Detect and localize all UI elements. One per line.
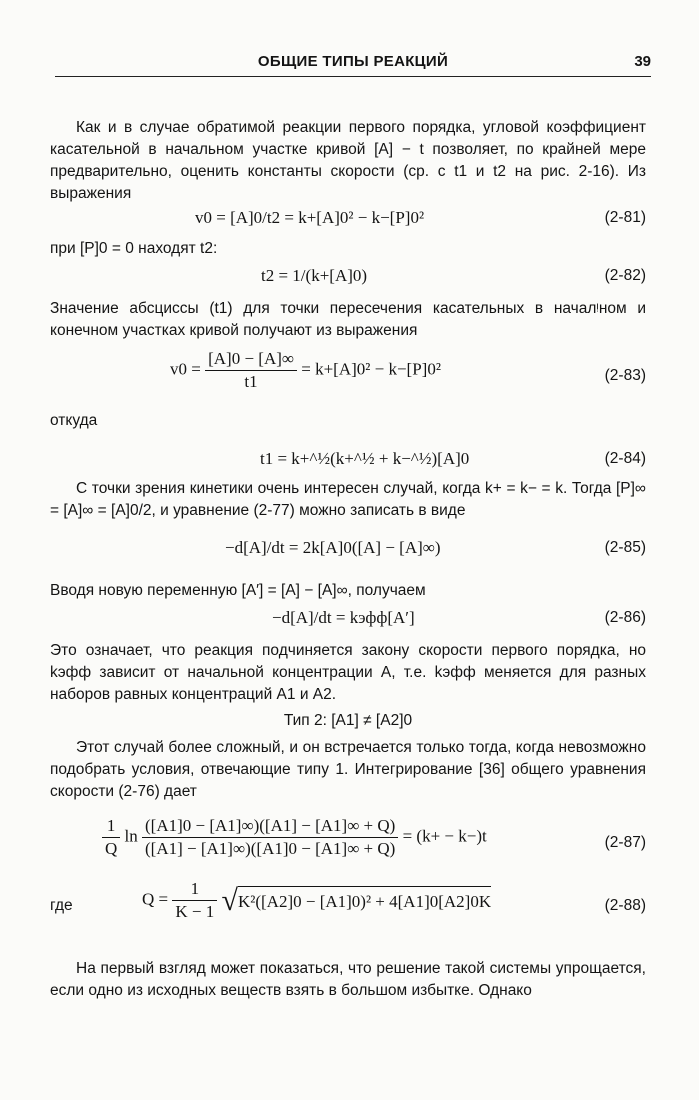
- equation-formula: t1 = k+^½(k+^½ + k−^½)[A]0: [260, 449, 470, 468]
- equation-number: (2-88): [604, 897, 646, 914]
- equation-number: (2-82): [604, 267, 646, 284]
- rhs: = k+[A]0² − k−[P]0²: [301, 359, 441, 379]
- paragraph-4: откуда: [50, 412, 98, 429]
- radical-sign: √: [221, 883, 238, 917]
- paragraph-10: На первый взгляд может показаться, что решение такой системы упрощается, если одно из исходных веществ взять в большом избытке. Однако: [50, 960, 646, 999]
- paragraph-8: Этот случай более сложный, и он встречается только тогда, когда невозможно подобрать условия, отвечающие типу 1. Интегрирование [36] общего уравнения скорости (2-76) дает: [50, 739, 646, 800]
- equation-2-85: [50, 535, 646, 561]
- running-title: ОБЩИЕ ТИПЫ РЕАКЦИЙ: [257, 53, 449, 70]
- square-root: [221, 883, 492, 917]
- fraction-denominator: K − 1: [175, 902, 215, 921]
- equation-formula: −d[A]/dt = 2k[A]0([A] − [A]∞): [225, 538, 441, 557]
- paragraph-6: Вводя новую переменную [A′] = [A] − [A]∞, получаем: [50, 582, 426, 599]
- prefactor-fraction: [102, 815, 120, 860]
- equation-number: (2-83): [604, 367, 646, 384]
- page-number: 39: [634, 53, 651, 70]
- equation-number: (2-81): [604, 209, 646, 226]
- equation-2-83: [50, 348, 646, 404]
- fraction-denominator: t1: [244, 372, 258, 391]
- radicand: K²([A2]0 − [A1]0)² + 4[A1]0[A2]0K: [238, 886, 491, 915]
- equation-formula: v0 = [A]0/t2 = k+[A]0² − k−[P]0²: [195, 208, 425, 227]
- fraction-denominator: Q: [105, 839, 118, 858]
- paragraph-7: Это означает, что реакция подчиняется закону скорости первого порядка, но kэфф зависит от начальной концентрации A, т.е. kэфф меняется для разных наборов равных концентраций A1 и A2.: [50, 642, 646, 703]
- fraction-numerator: [A]0 − [A]∞: [205, 348, 297, 371]
- equation-2-87: [50, 815, 646, 871]
- equation-2-81: [50, 205, 646, 231]
- paragraph-5: С точки зрения кинетики очень интересен случай, когда k+ = k− = k. Тогда [P]∞ = [A]∞ = [A]0/2, и уравнение (2-77) можно записать в виде: [50, 480, 646, 519]
- paragraph-2: при [P]0 = 0 находят t2:: [50, 240, 218, 257]
- fraction: [142, 815, 398, 860]
- equation-number: (2-84): [604, 450, 646, 467]
- equation-formula: t2 = 1/(k+[A]0): [261, 266, 368, 285]
- fraction-numerator: ([A1]0 − [A1]∞)([A1] − [A1]∞ + Q): [142, 815, 398, 838]
- equation-formula: [170, 348, 441, 393]
- equation-number: (2-87): [604, 834, 646, 851]
- equation-formula: [142, 878, 491, 923]
- type-2-heading: Тип 2: [A1] ≠ [A2]0: [283, 712, 413, 729]
- lhs: v0 =: [170, 359, 201, 379]
- fraction: [172, 878, 217, 923]
- fraction: [205, 348, 297, 393]
- fraction-denominator: ([A1] − [A1]∞)([A1]0 − [A1]∞ + Q): [145, 839, 396, 858]
- equation-number: (2-85): [604, 539, 646, 556]
- equation-formula: [102, 815, 487, 860]
- fraction-numerator: 1: [102, 815, 120, 838]
- lhs: Q =: [142, 889, 169, 909]
- rhs: = (k+ − k−)t: [402, 826, 487, 846]
- equation-2-88: [50, 878, 646, 934]
- equation-2-82: [50, 263, 646, 289]
- equation-2-84: [50, 446, 646, 472]
- equation-2-86: [50, 605, 646, 631]
- equation-formula: −d[A]/dt = kэфф[A′]: [272, 608, 415, 627]
- paragraph-3: Значение абсциссы (t1) для точки пересечения касательных в началᵎном и конечном участках кривой получают из выражения: [50, 300, 646, 339]
- paragraph-1: Как и в случае обратимой реакции первого порядка, угловой коэффициент касательной в начальном участке кривой [A] − t позволяет, по крайней мере предварительно, оценить константы скорости (ср. с t1 и t2 на рис. 2-16). Из выражения: [50, 119, 646, 202]
- page-header: [55, 50, 651, 77]
- log: ln: [124, 826, 138, 846]
- equation-number: (2-86): [604, 609, 646, 626]
- where-label: где: [50, 897, 73, 914]
- fraction-numerator: 1: [172, 878, 217, 901]
